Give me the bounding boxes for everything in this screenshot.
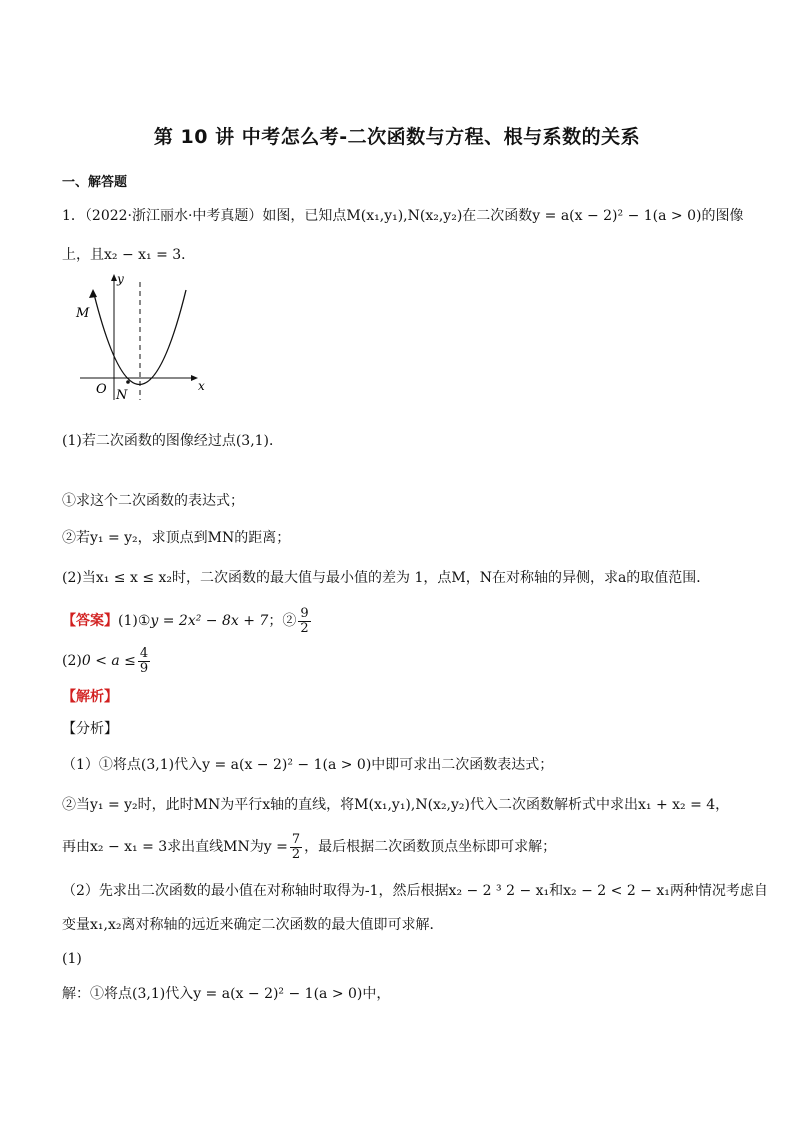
answer-separator: ；② bbox=[268, 613, 297, 629]
origin-label: O bbox=[96, 382, 107, 397]
analysis-tag: 【解析】 bbox=[62, 689, 118, 705]
question-part-1-1: ①求这个二次函数的表达式； bbox=[62, 493, 244, 509]
fraction-denominator: 2 bbox=[300, 620, 309, 636]
parabola-figure bbox=[72, 272, 212, 404]
analysis-line-2: ②当y₁ = y₂时，此时MN为平行x轴的直线，将M(x₁,y₁),N(x₂,y₂)代入二次函数解析式中求出x₁ + x₂ = 4， bbox=[62, 797, 730, 813]
y-axis-label: y bbox=[117, 272, 124, 286]
analysis-line-3-prefix: 再由x₂ − x₁ = 3求出直线MN为y = bbox=[62, 839, 288, 855]
question-part-1: (1)若二次函数的图像经过点(3,1)． bbox=[62, 433, 284, 449]
answer-tag: 【答案】 bbox=[62, 613, 118, 629]
x-axis-label: x bbox=[198, 379, 205, 393]
x-axis-arrow bbox=[191, 375, 198, 381]
analysis-line-3 bbox=[62, 832, 742, 862]
answer-line-2 bbox=[62, 646, 742, 676]
analysis-line-6: (1) bbox=[62, 951, 82, 967]
analysis-fraction-7-2 bbox=[290, 833, 302, 862]
answer-part-1-prefix: (1)① bbox=[118, 613, 151, 629]
analysis-line-1: （1）①将点(3,1)代入y = a(x − 2)² − 1(a > 0)中即可求出二次函数表达式； bbox=[62, 757, 554, 773]
problem-statement-line-1: 1．（2022·浙江丽水·中考真题）如图，已知点M(x₁,y₁),N(x₂,y₂)在二次函数y = a(x − 2)² − 1(a > 0)的图像 bbox=[62, 208, 744, 224]
fraction-numerator: 4 bbox=[139, 645, 149, 661]
answer-part-1-expression: y = 2x² − 8x + 7 bbox=[150, 613, 269, 629]
point-n-dot bbox=[126, 380, 130, 384]
fraction-numerator: 7 bbox=[291, 831, 301, 847]
problem-statement-line-2: 上，且x₂ − x₁ = 3． bbox=[62, 247, 196, 263]
fraction-denominator: 2 bbox=[291, 846, 301, 862]
answer-line-1 bbox=[62, 606, 742, 636]
point-m-arrow bbox=[89, 289, 97, 298]
analysis-line-3-suffix: ，最后根据二次函数顶点坐标即可求解； bbox=[304, 839, 557, 855]
analysis-line-4: （2）先求出二次函数的最小值在对称轴时取得为-1，然后根据x₂ − 2 ³ 2 − x₁和x₂ − 2 < 2 − x₁两种情况考虑自 bbox=[62, 883, 768, 899]
analysis-line-7: 解：①将点(3,1)代入y = a(x − 2)² − 1(a > 0)中， bbox=[62, 986, 391, 1002]
question-part-2: (2)当x₁ ≤ x ≤ x₂时，二次函数的最大值与最小值的差为 1，点M，N在对称轴的异侧，求a的取值范围． bbox=[62, 570, 711, 586]
answer-fraction-9-2 bbox=[298, 607, 310, 636]
analysis-subtag: 【分析】 bbox=[62, 721, 118, 737]
fraction-denominator: 9 bbox=[139, 660, 149, 676]
answer-fraction-4-9 bbox=[138, 647, 150, 676]
point-n-label: N bbox=[116, 388, 128, 403]
page-title: 第 10 讲 中考怎么考-二次函数与方程、根与系数的关系 bbox=[153, 126, 641, 148]
question-part-1-2: ②若y₁ = y₂，求顶点到MN的距离； bbox=[62, 530, 291, 546]
fraction-numerator: 9 bbox=[300, 605, 309, 621]
point-m-label: M bbox=[76, 306, 90, 321]
answer-part-2-prefix: (2) bbox=[62, 653, 82, 669]
answer-part-2-expression: 0 < a ≤ bbox=[81, 653, 136, 669]
section-heading: 一、解答题 bbox=[62, 175, 128, 190]
analysis-line-5: 变量x₁,x₂离对称轴的远近来确定二次函数的最大值即可求解． bbox=[62, 917, 444, 933]
